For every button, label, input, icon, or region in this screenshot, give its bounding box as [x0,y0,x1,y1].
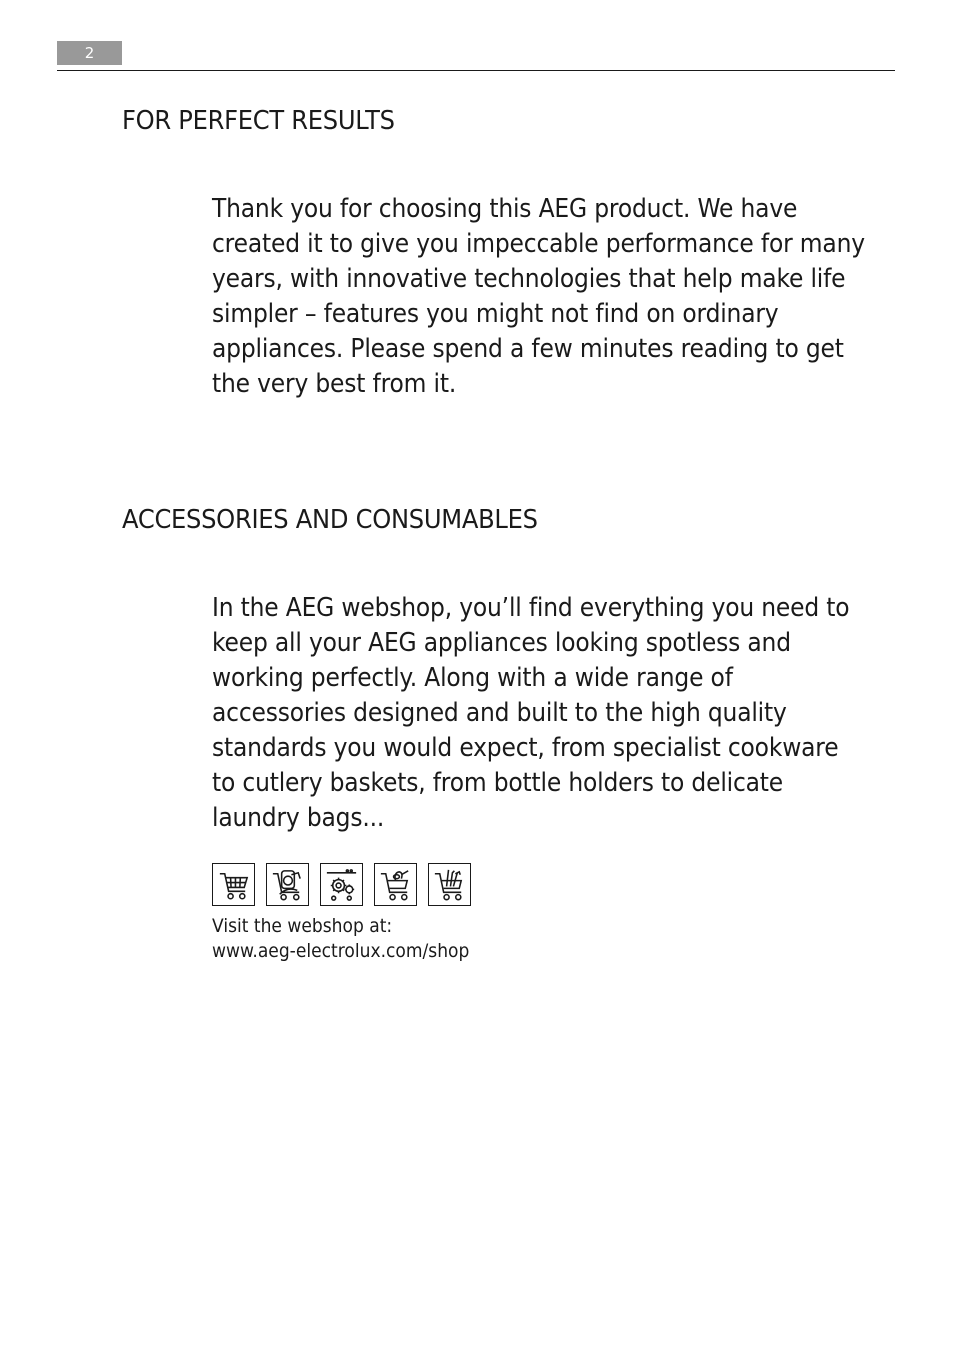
appliance-parts-cart-icon [320,863,363,906]
paragraph-line: keep all your AEG appliances looking spotless and [212,628,791,658]
header-divider [57,70,895,71]
visit-label: Visit the webshop at: [212,915,393,937]
webshop-visit-info [212,914,469,964]
paragraph-line: In the AEG webshop, you’ll find everything you need to [212,593,850,623]
section-heading-perfect-results: FOR PERFECT RESULTS [122,106,395,136]
paragraph-line: the very best from it. [212,369,457,399]
paragraph-line: created it to give you impeccable performance for many [212,229,865,259]
section-heading-accessories: ACCESSORIES AND CONSUMABLES [122,505,538,535]
paragraph-line: standards you would expect, from specialist cookware [212,733,839,763]
webshop-paragraph [212,591,849,836]
paragraph-line: Thank you for choosing this AEG product. We have [212,194,798,224]
cutlery-cart-icon [428,863,471,906]
shopping-cart-icon [212,863,255,906]
intro-paragraph [212,192,865,402]
paragraph-line: simpler – features you might not find on ordinary [212,299,779,329]
cleaning-products-cart-icon [266,863,309,906]
webshop-icon-row [212,863,471,906]
paragraph-line: working perfectly. Along with a wide range of [212,663,733,693]
webshop-url-link[interactable]: www.aeg-electrolux.com/shop [212,940,470,962]
paragraph-line: laundry bags... [212,803,385,833]
kitchen-accessories-cart-icon [374,863,417,906]
paragraph-line: years, with innovative technologies that help make life [212,264,846,294]
paragraph-line: appliances. Please spend a few minutes reading to get [212,334,844,364]
paragraph-line: accessories designed and built to the high quality [212,698,787,728]
paragraph-line: to cutlery baskets, from bottle holders to delicate [212,768,784,798]
page-number: 2 [57,41,122,65]
